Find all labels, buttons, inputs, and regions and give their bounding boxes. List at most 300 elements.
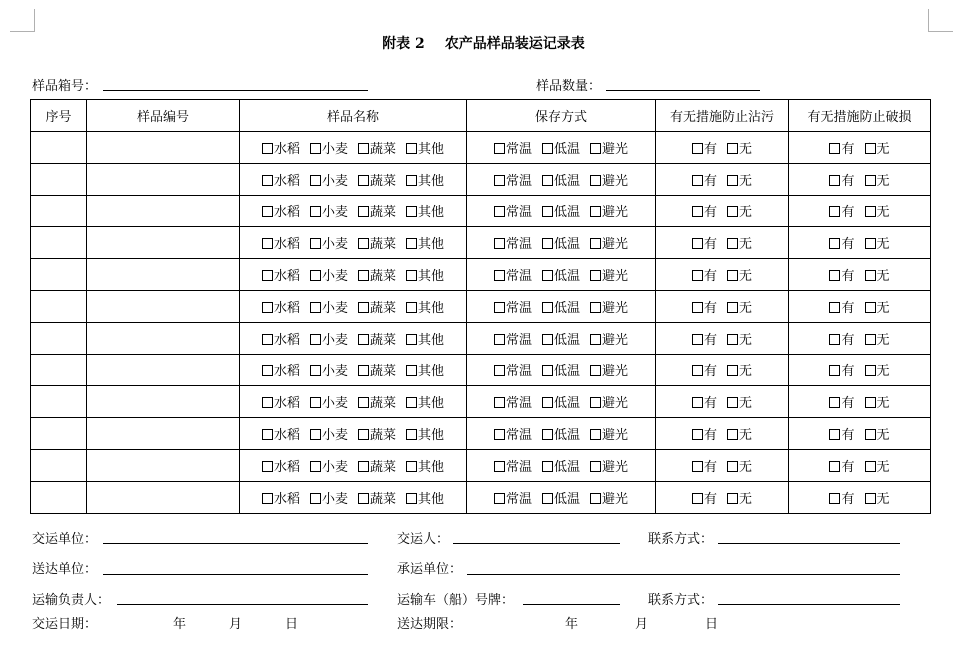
- checkbox-icon[interactable]: [590, 302, 601, 313]
- contact-field-2[interactable]: [718, 604, 900, 605]
- anti-contamination-option[interactable]: [727, 170, 752, 189]
- checkbox-icon[interactable]: [542, 302, 553, 313]
- checkbox-icon[interactable]: [865, 206, 876, 217]
- checkbox-icon[interactable]: [310, 206, 321, 217]
- sample-name-option[interactable]: [406, 297, 444, 316]
- cell-index[interactable]: [31, 290, 87, 322]
- storage-option[interactable]: [590, 360, 628, 379]
- checkbox-icon[interactable]: [865, 270, 876, 281]
- storage-option[interactable]: [542, 456, 580, 475]
- storage-option[interactable]: [494, 265, 532, 284]
- checkbox-icon[interactable]: [590, 143, 601, 154]
- storage-option[interactable]: [542, 297, 580, 316]
- storage-option[interactable]: [542, 138, 580, 157]
- anti-contamination-option[interactable]: [692, 488, 717, 507]
- checkbox-icon[interactable]: [310, 397, 321, 408]
- cell-index[interactable]: [31, 195, 87, 227]
- checkbox-icon[interactable]: [358, 270, 369, 281]
- checkbox-icon[interactable]: [692, 143, 703, 154]
- checkbox-icon[interactable]: [262, 238, 273, 249]
- checkbox-icon[interactable]: [590, 429, 601, 440]
- checkbox-icon[interactable]: [406, 493, 417, 504]
- storage-option[interactable]: [542, 201, 580, 220]
- anti-contamination-option[interactable]: [727, 424, 752, 443]
- storage-option[interactable]: [590, 201, 628, 220]
- sample-name-option[interactable]: [310, 233, 348, 252]
- checkbox-icon[interactable]: [406, 143, 417, 154]
- checkbox-icon[interactable]: [692, 397, 703, 408]
- checkbox-icon[interactable]: [262, 365, 273, 376]
- cell-index[interactable]: [31, 322, 87, 354]
- checkbox-icon[interactable]: [727, 461, 738, 472]
- checkbox-icon[interactable]: [590, 206, 601, 217]
- cell-sample-id[interactable]: [87, 132, 240, 164]
- quantity-field[interactable]: [606, 90, 760, 91]
- anti-contamination-option[interactable]: [692, 265, 717, 284]
- checkbox-icon[interactable]: [406, 302, 417, 313]
- checkbox-icon[interactable]: [406, 206, 417, 217]
- carrier-unit-field[interactable]: [467, 574, 900, 575]
- checkbox-icon[interactable]: [494, 397, 505, 408]
- checkbox-icon[interactable]: [692, 461, 703, 472]
- checkbox-icon[interactable]: [542, 238, 553, 249]
- anti-damage-option[interactable]: [865, 138, 890, 157]
- checkbox-icon[interactable]: [406, 429, 417, 440]
- anti-damage-option[interactable]: [865, 424, 890, 443]
- checkbox-icon[interactable]: [406, 175, 417, 186]
- sample-name-option[interactable]: [358, 424, 396, 443]
- anti-contamination-option[interactable]: [727, 329, 752, 348]
- sample-name-option[interactable]: [406, 456, 444, 475]
- checkbox-icon[interactable]: [727, 175, 738, 186]
- checkbox-icon[interactable]: [590, 334, 601, 345]
- checkbox-icon[interactable]: [829, 493, 840, 504]
- sample-name-option[interactable]: [262, 329, 300, 348]
- storage-option[interactable]: [494, 233, 532, 252]
- anti-contamination-option[interactable]: [692, 392, 717, 411]
- sample-name-option[interactable]: [358, 329, 396, 348]
- sample-name-option[interactable]: [406, 201, 444, 220]
- cell-sample-id[interactable]: [87, 354, 240, 386]
- vehicle-field[interactable]: [523, 604, 620, 605]
- checkbox-icon[interactable]: [727, 429, 738, 440]
- checkbox-icon[interactable]: [358, 365, 369, 376]
- checkbox-icon[interactable]: [829, 238, 840, 249]
- sample-name-option[interactable]: [310, 392, 348, 411]
- sample-name-option[interactable]: [406, 329, 444, 348]
- checkbox-icon[interactable]: [406, 238, 417, 249]
- cell-index[interactable]: [31, 386, 87, 418]
- storage-option[interactable]: [590, 297, 628, 316]
- transport-lead-field[interactable]: [117, 604, 368, 605]
- sample-name-option[interactable]: [262, 233, 300, 252]
- anti-contamination-option[interactable]: [727, 360, 752, 379]
- anti-damage-option[interactable]: [829, 360, 854, 379]
- checkbox-icon[interactable]: [310, 175, 321, 186]
- checkbox-icon[interactable]: [262, 175, 273, 186]
- sample-name-option[interactable]: [262, 170, 300, 189]
- cell-index[interactable]: [31, 227, 87, 259]
- sample-name-option[interactable]: [310, 488, 348, 507]
- checkbox-icon[interactable]: [406, 397, 417, 408]
- anti-damage-option[interactable]: [829, 170, 854, 189]
- col-header-sample-name: 样品名称: [240, 100, 467, 132]
- sample-name-option[interactable]: [310, 201, 348, 220]
- sample-name-option[interactable]: [358, 138, 396, 157]
- cell-index[interactable]: [31, 418, 87, 450]
- checkbox-icon[interactable]: [727, 270, 738, 281]
- checkbox-icon[interactable]: [358, 238, 369, 249]
- checkbox-icon[interactable]: [727, 302, 738, 313]
- checkbox-icon[interactable]: [494, 365, 505, 376]
- checkbox-icon[interactable]: [494, 175, 505, 186]
- checkbox-icon[interactable]: [692, 302, 703, 313]
- sample-name-option[interactable]: [358, 201, 396, 220]
- checkbox-icon[interactable]: [829, 143, 840, 154]
- sample-name-option[interactable]: [406, 233, 444, 252]
- checkbox-icon[interactable]: [727, 397, 738, 408]
- storage-option[interactable]: [542, 265, 580, 284]
- sample-name-option[interactable]: [262, 138, 300, 157]
- checkbox-icon[interactable]: [310, 238, 321, 249]
- checkbox-icon[interactable]: [590, 270, 601, 281]
- anti-damage-option[interactable]: [865, 297, 890, 316]
- checkbox-icon[interactable]: [865, 238, 876, 249]
- sample-name-option[interactable]: [406, 488, 444, 507]
- sample-name-option[interactable]: [310, 138, 348, 157]
- checkbox-icon[interactable]: [590, 365, 601, 376]
- storage-option[interactable]: [494, 488, 532, 507]
- checkbox-icon[interactable]: [542, 365, 553, 376]
- checkbox-icon[interactable]: [865, 175, 876, 186]
- anti-damage-option[interactable]: [829, 201, 854, 220]
- anti-damage-option[interactable]: [829, 329, 854, 348]
- checkbox-icon[interactable]: [590, 461, 601, 472]
- checkbox-icon[interactable]: [590, 175, 601, 186]
- storage-option[interactable]: [542, 424, 580, 443]
- storage-option[interactable]: [590, 456, 628, 475]
- sample-name-option[interactable]: [262, 424, 300, 443]
- sample-name-option[interactable]: [406, 392, 444, 411]
- checkbox-icon[interactable]: [262, 397, 273, 408]
- checkbox-icon[interactable]: [727, 238, 738, 249]
- storage-option[interactable]: [542, 392, 580, 411]
- storage-option[interactable]: [542, 360, 580, 379]
- anti-contamination-option[interactable]: [727, 488, 752, 507]
- checkbox-icon[interactable]: [262, 493, 273, 504]
- anti-contamination-option[interactable]: [727, 233, 752, 252]
- anti-contamination-option[interactable]: [692, 360, 717, 379]
- cell-index[interactable]: [31, 163, 87, 195]
- storage-option[interactable]: [494, 424, 532, 443]
- sample-name-option[interactable]: [358, 456, 396, 475]
- checkbox-icon[interactable]: [542, 429, 553, 440]
- checkbox-icon[interactable]: [262, 206, 273, 217]
- checkbox-icon[interactable]: [692, 493, 703, 504]
- sample-name-option[interactable]: [262, 456, 300, 475]
- anti-damage-option[interactable]: [829, 488, 854, 507]
- checkbox-icon[interactable]: [829, 461, 840, 472]
- checkbox-icon[interactable]: [829, 302, 840, 313]
- cell-sample-id[interactable]: [87, 481, 240, 513]
- checkbox-icon[interactable]: [692, 429, 703, 440]
- deliver-person-field[interactable]: [453, 543, 620, 544]
- anti-contamination-option[interactable]: [692, 233, 717, 252]
- anti-contamination-option[interactable]: [727, 265, 752, 284]
- checkbox-icon[interactable]: [262, 302, 273, 313]
- storage-option[interactable]: [590, 392, 628, 411]
- cell-sample-id[interactable]: [87, 227, 240, 259]
- cell-index[interactable]: [31, 259, 87, 291]
- anti-contamination-option[interactable]: [692, 201, 717, 220]
- cell-index[interactable]: [31, 132, 87, 164]
- sample-name-option[interactable]: [358, 170, 396, 189]
- sample-name-option[interactable]: [262, 488, 300, 507]
- storage-option[interactable]: [494, 201, 532, 220]
- sample-name-option[interactable]: [262, 392, 300, 411]
- checkbox-icon[interactable]: [727, 334, 738, 345]
- storage-option[interactable]: [494, 329, 532, 348]
- anti-damage-option[interactable]: [865, 456, 890, 475]
- checkbox-icon[interactable]: [310, 461, 321, 472]
- storage-option[interactable]: [494, 170, 532, 189]
- deliver-unit-field[interactable]: [103, 543, 368, 544]
- checkbox-icon[interactable]: [358, 302, 369, 313]
- cell-index[interactable]: [31, 354, 87, 386]
- checkbox-icon[interactable]: [829, 429, 840, 440]
- checkbox-icon[interactable]: [262, 461, 273, 472]
- checkbox-icon[interactable]: [542, 397, 553, 408]
- checkbox-icon[interactable]: [865, 493, 876, 504]
- anti-damage-option[interactable]: [865, 233, 890, 252]
- checkbox-icon[interactable]: [494, 270, 505, 281]
- deliver-date-day: 日: [285, 617, 299, 632]
- checkbox-icon[interactable]: [494, 206, 505, 217]
- storage-option[interactable]: [590, 424, 628, 443]
- checkbox-icon[interactable]: [542, 175, 553, 186]
- checkbox-icon[interactable]: [829, 397, 840, 408]
- checkbox-icon[interactable]: [358, 175, 369, 186]
- cell-sample-id[interactable]: [87, 322, 240, 354]
- checkbox-icon[interactable]: [310, 334, 321, 345]
- checkbox-icon[interactable]: [829, 365, 840, 376]
- checkbox-icon[interactable]: [542, 206, 553, 217]
- storage-option[interactable]: [590, 170, 628, 189]
- box-no-field[interactable]: [103, 90, 368, 91]
- checkbox-icon[interactable]: [358, 493, 369, 504]
- anti-damage-option[interactable]: [829, 297, 854, 316]
- checkbox-icon[interactable]: [406, 334, 417, 345]
- cell-sample-id[interactable]: [87, 290, 240, 322]
- sample-name-option[interactable]: [262, 297, 300, 316]
- checkbox-icon[interactable]: [829, 334, 840, 345]
- sample-name-option[interactable]: [406, 424, 444, 443]
- anti-contamination-option[interactable]: [727, 201, 752, 220]
- storage-option[interactable]: [590, 233, 628, 252]
- sample-name-option[interactable]: [262, 201, 300, 220]
- checkbox-icon[interactable]: [865, 334, 876, 345]
- anti-contamination-option[interactable]: [727, 138, 752, 157]
- checkbox-icon[interactable]: [358, 334, 369, 345]
- checkbox-icon[interactable]: [829, 270, 840, 281]
- cell-index[interactable]: [31, 449, 87, 481]
- checkbox-icon[interactable]: [494, 493, 505, 504]
- anti-damage-option[interactable]: [829, 392, 854, 411]
- cell-index[interactable]: [31, 481, 87, 513]
- sample-name-option[interactable]: [310, 297, 348, 316]
- storage-option[interactable]: [590, 329, 628, 348]
- anti-damage-option[interactable]: [865, 392, 890, 411]
- contact-field-1[interactable]: [718, 543, 900, 544]
- sample-name-option[interactable]: [358, 360, 396, 379]
- checkbox-icon[interactable]: [865, 143, 876, 154]
- storage-option[interactable]: [542, 233, 580, 252]
- checkbox-icon[interactable]: [406, 461, 417, 472]
- storage-option[interactable]: [494, 138, 532, 157]
- sample-name-option[interactable]: [310, 360, 348, 379]
- storage-option[interactable]: [542, 329, 580, 348]
- sample-name-option[interactable]: [406, 265, 444, 284]
- cell-sample-id[interactable]: [87, 259, 240, 291]
- checkbox-icon[interactable]: [692, 206, 703, 217]
- sample-name-option[interactable]: [406, 360, 444, 379]
- anti-contamination-option[interactable]: [692, 138, 717, 157]
- anti-damage-option[interactable]: [865, 201, 890, 220]
- checkbox-icon[interactable]: [494, 461, 505, 472]
- anti-contamination-option[interactable]: [692, 456, 717, 475]
- checkbox-icon[interactable]: [542, 143, 553, 154]
- storage-option[interactable]: [590, 138, 628, 157]
- cell-sample-id[interactable]: [87, 163, 240, 195]
- checkbox-icon[interactable]: [590, 493, 601, 504]
- arrive-unit-field[interactable]: [103, 574, 368, 575]
- checkbox-icon[interactable]: [262, 143, 273, 154]
- sample-name-option[interactable]: [358, 488, 396, 507]
- checkbox-icon[interactable]: [692, 334, 703, 345]
- anti-damage-option[interactable]: [829, 424, 854, 443]
- storage-option[interactable]: [494, 456, 532, 475]
- anti-damage-option[interactable]: [865, 329, 890, 348]
- checkbox-icon[interactable]: [262, 270, 273, 281]
- checkbox-icon[interactable]: [358, 143, 369, 154]
- sample-name-option[interactable]: [310, 456, 348, 475]
- anti-damage-option[interactable]: [865, 488, 890, 507]
- checkbox-icon[interactable]: [310, 493, 321, 504]
- checkbox-icon[interactable]: [542, 270, 553, 281]
- checkbox-icon[interactable]: [542, 493, 553, 504]
- checkbox-icon[interactable]: [692, 270, 703, 281]
- checkbox-icon[interactable]: [542, 461, 553, 472]
- checkbox-icon[interactable]: [310, 270, 321, 281]
- sample-name-option[interactable]: [406, 170, 444, 189]
- checkbox-icon[interactable]: [358, 461, 369, 472]
- checkbox-icon[interactable]: [829, 206, 840, 217]
- checkbox-icon[interactable]: [494, 429, 505, 440]
- cell-sample-id[interactable]: [87, 449, 240, 481]
- anti-contamination-option[interactable]: [727, 297, 752, 316]
- checkbox-icon[interactable]: [865, 461, 876, 472]
- checkbox-icon[interactable]: [406, 270, 417, 281]
- sample-name-option[interactable]: [310, 329, 348, 348]
- sample-name-option[interactable]: [358, 233, 396, 252]
- sample-name-option[interactable]: [262, 360, 300, 379]
- checkbox-icon[interactable]: [727, 365, 738, 376]
- checkbox-icon[interactable]: [692, 175, 703, 186]
- storage-option[interactable]: [542, 488, 580, 507]
- checkbox-icon[interactable]: [310, 302, 321, 313]
- anti-contamination-option[interactable]: [692, 424, 717, 443]
- storage-option[interactable]: [494, 297, 532, 316]
- anti-damage-option[interactable]: [865, 360, 890, 379]
- sample-name-option[interactable]: [358, 392, 396, 411]
- checkbox-icon[interactable]: [262, 429, 273, 440]
- checkbox-icon[interactable]: [829, 175, 840, 186]
- checkbox-icon[interactable]: [692, 365, 703, 376]
- checkbox-icon[interactable]: [494, 302, 505, 313]
- checkbox-icon[interactable]: [727, 206, 738, 217]
- checkbox-icon[interactable]: [358, 397, 369, 408]
- storage-option[interactable]: [542, 170, 580, 189]
- sample-name-option[interactable]: [358, 265, 396, 284]
- anti-damage-option[interactable]: [865, 170, 890, 189]
- sample-name-option[interactable]: [310, 265, 348, 284]
- anti-damage-option[interactable]: [829, 233, 854, 252]
- anti-damage-option[interactable]: [829, 456, 854, 475]
- checkbox-icon[interactable]: [727, 143, 738, 154]
- checkbox-icon[interactable]: [865, 302, 876, 313]
- anti-damage-option[interactable]: [829, 138, 854, 157]
- checkbox-icon[interactable]: [310, 429, 321, 440]
- checkbox-icon[interactable]: [865, 365, 876, 376]
- checkbox-icon[interactable]: [590, 238, 601, 249]
- checkbox-icon[interactable]: [865, 397, 876, 408]
- sample-name-option[interactable]: [262, 265, 300, 284]
- storage-option[interactable]: [494, 392, 532, 411]
- sample-name-option[interactable]: [310, 424, 348, 443]
- storage-option[interactable]: [494, 360, 532, 379]
- anti-contamination-option[interactable]: [727, 392, 752, 411]
- checkbox-icon[interactable]: [494, 143, 505, 154]
- checkbox-icon[interactable]: [262, 334, 273, 345]
- checkbox-icon[interactable]: [494, 238, 505, 249]
- checkbox-icon[interactable]: [494, 334, 505, 345]
- checkbox-icon[interactable]: [406, 365, 417, 376]
- checkbox-icon[interactable]: [310, 365, 321, 376]
- checkbox-icon[interactable]: [358, 429, 369, 440]
- sample-name-option[interactable]: [406, 138, 444, 157]
- sample-name-option[interactable]: [358, 297, 396, 316]
- anti-damage-option[interactable]: [829, 265, 854, 284]
- anti-damage-option[interactable]: [865, 265, 890, 284]
- checkbox-icon[interactable]: [590, 397, 601, 408]
- checkbox-icon[interactable]: [727, 493, 738, 504]
- checkbox-icon[interactable]: [865, 429, 876, 440]
- anti-contamination-option[interactable]: [692, 297, 717, 316]
- cell-sample-id[interactable]: [87, 418, 240, 450]
- anti-contamination-option[interactable]: [727, 456, 752, 475]
- checkbox-icon[interactable]: [542, 334, 553, 345]
- anti-contamination-option[interactable]: [692, 329, 717, 348]
- checkbox-icon[interactable]: [310, 143, 321, 154]
- cell-sample-id[interactable]: [87, 195, 240, 227]
- checkbox-icon[interactable]: [692, 238, 703, 249]
- sample-name-option[interactable]: [310, 170, 348, 189]
- storage-option[interactable]: [590, 265, 628, 284]
- storage-option[interactable]: [590, 488, 628, 507]
- anti-contamination-option[interactable]: [692, 170, 717, 189]
- cell-sample-id[interactable]: [87, 386, 240, 418]
- checkbox-icon[interactable]: [358, 206, 369, 217]
